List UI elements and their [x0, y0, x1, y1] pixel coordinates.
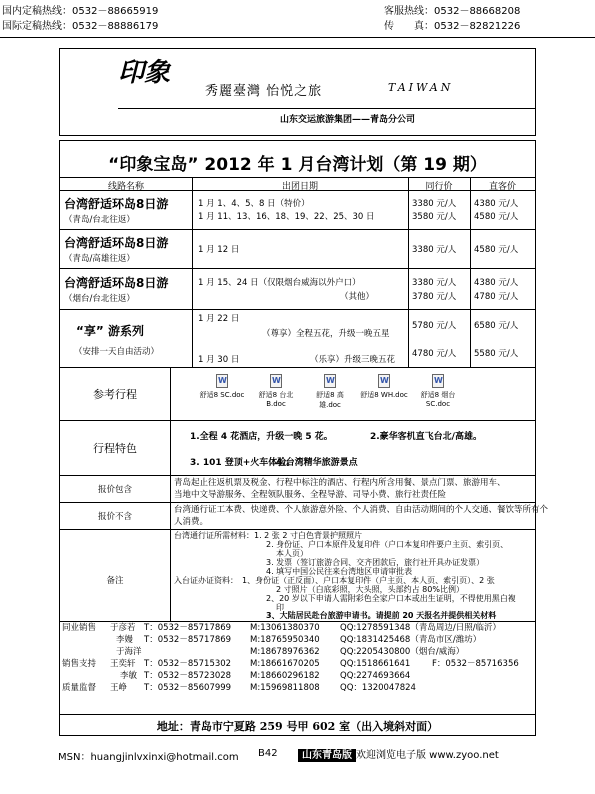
word-doc-icon — [378, 374, 390, 388]
date-line: 1 月 22 日 — [198, 314, 240, 324]
doc-name: 舒适8 烟台 SC.doc — [420, 391, 456, 408]
header-divider — [0, 37, 595, 38]
section-label-divider — [170, 367, 171, 621]
row-divider — [59, 229, 536, 230]
date-line: （其他） — [340, 292, 375, 302]
retail-price: 4380 元/人 — [474, 199, 519, 209]
contact-fax: F：0532－85716356 — [432, 659, 519, 669]
contact-mobile: M:18660296182 — [250, 671, 320, 681]
itinerary-label: 参考行程 — [93, 388, 137, 401]
contact-tel: T：0532－85723028 — [144, 671, 232, 681]
intl-hotline-label: 国际定稿热线： — [2, 21, 72, 32]
contact-mobile: M:13061380370 — [250, 623, 320, 633]
doc-name: 舒适8 SC.doc — [199, 391, 245, 399]
section-divider — [59, 475, 536, 476]
route-sub: （青岛/台北往返） — [64, 215, 135, 225]
header-retail: 直客价 — [488, 182, 516, 192]
row-divider — [59, 367, 536, 368]
feature-item: 4.台湾精华旅游景点 — [276, 458, 358, 468]
date-line: 1 月 1、4、5、8 日（特价） — [198, 199, 310, 209]
feature-item: 3. 101 登顶+火车体验。 — [190, 458, 296, 468]
trade-price: 4780 元/人 — [412, 349, 457, 359]
route-sub: （烟台/台北往返） — [64, 294, 135, 304]
table-col-divider — [192, 177, 193, 367]
contact-mobile: M:18678976362 — [250, 647, 320, 657]
row-divider — [59, 309, 536, 310]
domestic-hotline-label: 国内定稿热线： — [2, 6, 72, 17]
contact-tel: T：0532－85715302 — [144, 659, 232, 669]
route-name: 台湾舒适环岛8日游 — [64, 197, 169, 211]
date-line: 1 月 11、13、16、18、19、22、25、30 日 — [198, 212, 375, 222]
contact-qq: QQ:1518661641 — [340, 659, 411, 669]
notes-line: 2. 身份证、户口本原件及复印件（户口本复印件要户主页、索引页、 — [266, 540, 509, 549]
notes-line: 入台证办证资料： 1、身份证（正反面）、户口本复印件（户主页、本人页、索引页）、2 张 — [174, 576, 495, 585]
notes-line: 台湾通行证所需材料：1. 2 张 2 寸白色背景护照照片 — [174, 531, 362, 540]
service-hotline-label: 客服热线： — [384, 6, 434, 17]
brand-logo: 印象 — [118, 58, 171, 88]
notes-line: 本人页） — [276, 549, 308, 558]
route-name: 台湾舒适环岛8日游 — [64, 276, 169, 290]
doc-name: 舒适8 WH.doc — [360, 391, 408, 399]
includes-label: 报价包含 — [97, 485, 132, 495]
trade-price: 3380 元/人 — [412, 278, 457, 288]
contact-role: 销售支持 — [62, 659, 97, 669]
notes-line: 4. 填写中国公民往来台湾地区申请审批表 — [266, 567, 413, 576]
trade-price: 3380 元/人 — [412, 245, 457, 255]
trade-price: 3580 元/人 — [412, 212, 457, 222]
contact-name: 于彦若 — [110, 623, 136, 633]
trade-price: 5780 元/人 — [412, 321, 457, 331]
retail-price: 4580 元/人 — [474, 212, 519, 222]
word-doc-icon — [216, 374, 228, 388]
includes-line: 青岛起止往返机票及税金、行程中标注的酒店、行程内所含用餐、景点门票、旅游用车、 — [174, 478, 506, 488]
brand-underline — [118, 108, 536, 109]
doc-attachment[interactable] — [360, 374, 408, 410]
intl-hotline-value: 0532－88886179 — [72, 21, 159, 32]
contact-mobile: M:18765950340 — [250, 635, 320, 645]
itinerary-docs — [198, 374, 462, 410]
contact-tel: T：0532－85717869 — [144, 623, 232, 633]
trade-price: 3780 元/人 — [412, 292, 457, 302]
contact-qq: QQ:2274693664 — [340, 671, 411, 681]
contact-tel: T：0532－85607999 — [144, 683, 232, 693]
retail-price: 4580 元/人 — [474, 245, 519, 255]
footer-msn: MSN：huangjinlvxinxi@hotmail.com — [58, 752, 239, 763]
intl-hotline — [2, 19, 158, 34]
word-doc-icon — [270, 374, 282, 388]
header-route: 线路名称 — [107, 182, 144, 192]
section-divider — [59, 420, 536, 421]
row-divider — [59, 268, 536, 269]
footer-site: 欢迎浏览电子版 www.zyoo.net — [356, 750, 499, 761]
contact-role: 质量监督 — [62, 683, 97, 693]
excludes-label: 报价不含 — [97, 512, 132, 522]
service-hotline-value: 0532－88668208 — [434, 6, 521, 17]
date-line: 1 月 15、24 日（仅限烟台威海以外户口） — [198, 278, 361, 288]
company-name: 山东交运旅游集团——青岛分公司 — [280, 115, 416, 125]
table-col-divider — [408, 177, 409, 367]
notes-line: 2 寸照片（白底彩照，大头照，头部约占 80%比例） — [276, 585, 464, 594]
brand-slogan: 秀麗臺灣 怡悦之旅 — [205, 84, 323, 99]
retail-price: 4380 元/人 — [474, 278, 519, 288]
route-name: “享” 游系列 — [76, 324, 144, 338]
fax-line — [384, 19, 520, 34]
contact-qq: QQ:1831425468（青岛市区/潍坊） — [340, 635, 482, 645]
table-col-divider — [470, 177, 471, 367]
contact-qq: QQ:2205430800（烟台/威海） — [340, 647, 465, 657]
contact-name: 于海洋 — [116, 647, 142, 657]
doc-attachment[interactable] — [414, 374, 462, 410]
date-line: （尊享）全程五花，升级一晚五星 — [262, 329, 390, 339]
contact-name: 王奕轩 — [110, 659, 136, 669]
doc-name: 舒适8 台北 B.doc — [258, 391, 294, 408]
contact-mobile: M:18661670205 — [250, 659, 320, 669]
contact-tel: T：0532－85717869 — [144, 635, 232, 645]
route-name: 台湾舒适环岛8日游 — [64, 236, 169, 250]
doc-attachment[interactable] — [306, 374, 354, 410]
domestic-hotline-value: 0532－88665919 — [72, 6, 159, 17]
date-line: （乐享）升级三晚五花 — [310, 355, 396, 365]
route-sub: （安排一天自由活动） — [74, 347, 160, 357]
notes-line: 印 — [276, 603, 284, 612]
excludes-line: 台湾通行证工本费、快递费、个人旅游意外险、个人消费、自由活动期间的个人交通、餐饮等所有个 — [174, 505, 549, 515]
brand-taiwan: TAIWAN — [388, 81, 454, 94]
route-sub: （青岛/高雄往返） — [64, 254, 135, 264]
contact-name: 王峥 — [110, 683, 128, 693]
fax-value: 0532－82821226 — [434, 21, 521, 32]
date-line: 1 月 12 日 — [198, 245, 240, 255]
contact-role: 同业销售 — [62, 623, 97, 633]
notes-line: 2、20 岁以下申请人需附彩色全家户口本或出生证明，不得使用黑白複 — [266, 594, 516, 603]
header-dates: 出团日期 — [281, 182, 318, 192]
excludes-line: 人消费。 — [174, 517, 209, 527]
edition-badge: 山东青岛版 — [298, 749, 356, 762]
section-divider — [59, 502, 536, 503]
footer-edition — [298, 746, 499, 761]
plan-title: “印象宝岛” 2012 年 1 月台湾计划（第 19 期） — [108, 155, 487, 175]
domestic-hotline — [2, 4, 158, 19]
features-label: 行程特色 — [93, 442, 137, 455]
doc-name: 舒适8 高雄.doc — [316, 391, 344, 409]
notes-line: 3. 发票（签订旅游合同、交齐团款后，旅行社开具办证发票） — [266, 558, 485, 567]
retail-price: 6580 元/人 — [474, 321, 519, 331]
table-top-line — [59, 177, 536, 178]
feature-item: 1.全程 4 花酒店，升级一晚 5 花。 — [190, 432, 333, 442]
word-doc-icon — [432, 374, 444, 388]
notes-line: 3、大陆居民赴台旅游申请书。请提前 20 天报名并提供相关材料 — [266, 611, 497, 620]
contact-qq: QQ:1278591348（青岛周边/日照/临沂） — [340, 623, 502, 633]
office-address: 地址：青岛市宁夏路 259 号甲 602 室（出入境斜对面） — [156, 720, 439, 733]
fax-label: 传 真： — [384, 21, 434, 32]
section-divider — [59, 714, 536, 715]
header-trade: 同行价 — [425, 182, 453, 192]
trade-price: 3380 元/人 — [412, 199, 457, 209]
word-doc-icon — [324, 374, 336, 388]
doc-attachment[interactable] — [198, 374, 246, 410]
section-divider — [59, 621, 536, 622]
contact-mobile: M:15969811808 — [250, 683, 320, 693]
contact-name: 李嫚 — [116, 635, 134, 645]
retail-price: 5580 元/人 — [474, 349, 519, 359]
includes-line: 当地中文导游服务、全程领队服务、全程导游、司导小费、旅行社责任险 — [174, 490, 447, 500]
doc-attachment[interactable] — [252, 374, 300, 410]
footer-page-number: B42 — [258, 748, 278, 759]
service-hotline — [384, 4, 520, 19]
contact-name: 李敏 — [120, 671, 138, 681]
date-line: 1 月 30 日 — [198, 355, 240, 365]
contact-qq: QQ：1320047824 — [340, 683, 416, 693]
feature-item: 2.豪华客机直飞台北/高雄。 — [370, 432, 482, 442]
notes-label: 备注 — [106, 576, 124, 586]
retail-price: 4780 元/人 — [474, 292, 519, 302]
